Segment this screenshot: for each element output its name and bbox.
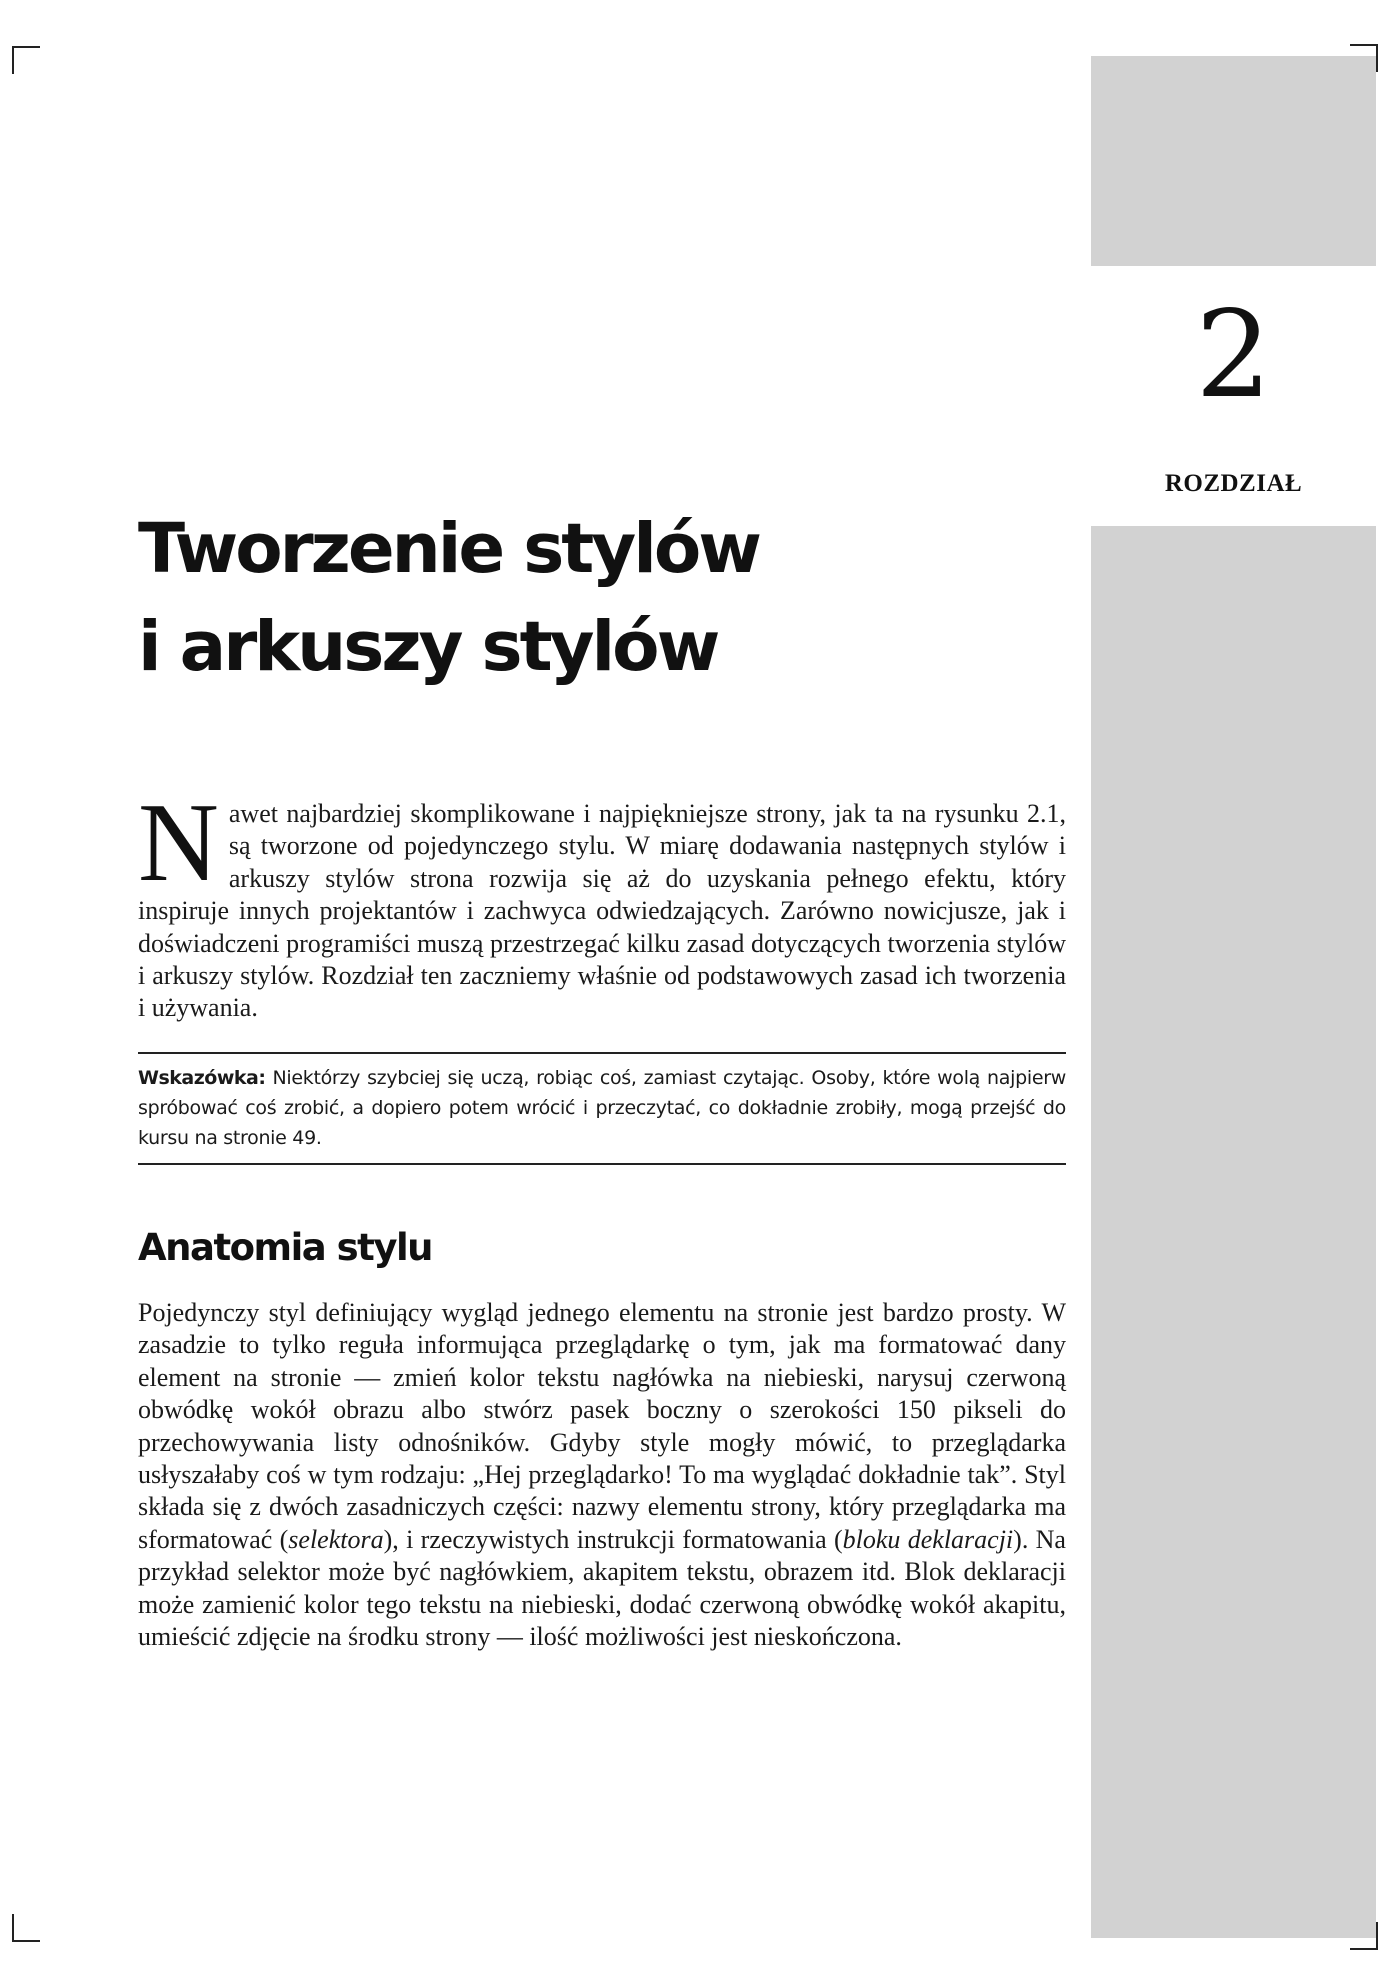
chapter-tab-top bbox=[1091, 56, 1376, 266]
term-declaration-block: bloku deklaracji bbox=[842, 1524, 1014, 1554]
section-text-part-2: ), i rzeczywistych instrukcji formatowania ( bbox=[383, 1524, 843, 1554]
drop-cap: N bbox=[138, 781, 219, 905]
term-selector: selektora bbox=[288, 1524, 384, 1554]
chapter-number: 2 bbox=[1195, 286, 1272, 425]
chapter-title-line-2: i arkuszy stylów bbox=[138, 607, 718, 687]
section-paragraph bbox=[138, 1297, 1066, 1653]
tip-box bbox=[138, 1052, 1066, 1165]
section-text-part-3: ). Na przykład selektor może być nagłówkiem, akapitem tekstu, obrazem itd. Blok deklaracji może zamienić kolor tego tekstu na niebieski, dodać czerwoną obwódkę wokół akapitu, umieścić zdjęcie na środku strony — ilość możliwości jest nieskończona. bbox=[138, 1524, 1066, 1652]
chapter-tab-bottom bbox=[1091, 526, 1376, 1938]
section-text-part-1: Pojedynczy styl definiujący wygląd jednego elementu na stronie jest bardzo prosty. W zasadzie to tylko reguła informująca przeglądarkę o tym, jak ma formatować dany element na stronie — zmień kolor tekstu nagłówka na niebieski, narysuj czerwoną obwódkę wokół obrazu albo stwórz pasek boczny o szerokości 150 pikseli do przechowywania listy odnośników. Gdyby style mogły mówić, to przeglądarka usłyszałaby coś w tym rodzaju: „Hej przeglądarko! To ma wyglądać dokładnie tak”. Styl składa się z dwóch zasadniczych części: nazwy elementu strony, który przeglądarka ma sformatować ( bbox=[138, 1298, 1066, 1554]
chapter-title-line-1: Tworzenie stylów bbox=[138, 509, 760, 589]
tip-text: Niektórzy szybciej się uczą, robiąc coś, zamiast czytając. Osoby, które wolą najpierw spróbować coś zrobić, a dopiero potem wrócić i przeczytać, co dokładnie zrobiły, mogą przejść do kursu na stronie 49. bbox=[138, 1067, 1066, 1149]
crop-mark-bottom-left bbox=[12, 1914, 40, 1942]
tip-label: Wskazówka: bbox=[138, 1067, 266, 1089]
chapter-label: ROZDZIAŁ bbox=[1164, 470, 1303, 497]
intro-paragraph bbox=[138, 781, 1066, 1025]
intro-text: awet najbardziej skomplikowane i najpiękniejsze strony, jak ta na rysunku 2.1, są tworzone od pojedynczego stylu. W miarę dodawania następnych stylów i arkuszy stylów strona rozwija się aż do uzyskania pełnego efektu, który inspiruje innych projektantów i zachwyca odwiedzających. Zarówno nowicjusze, jak i doświadczeni programiści muszą przestrzegać kilku zasad dotyczących tworzenia stylów i arkuszy stylów. Rozdział ten zaczniemy właśnie od podstawowych zasad ich tworzenia i używania. bbox=[138, 799, 1066, 1023]
chapter-title bbox=[138, 500, 1038, 696]
section-heading: Anatomia stylu bbox=[138, 1226, 432, 1269]
crop-mark-top-left bbox=[12, 46, 40, 74]
